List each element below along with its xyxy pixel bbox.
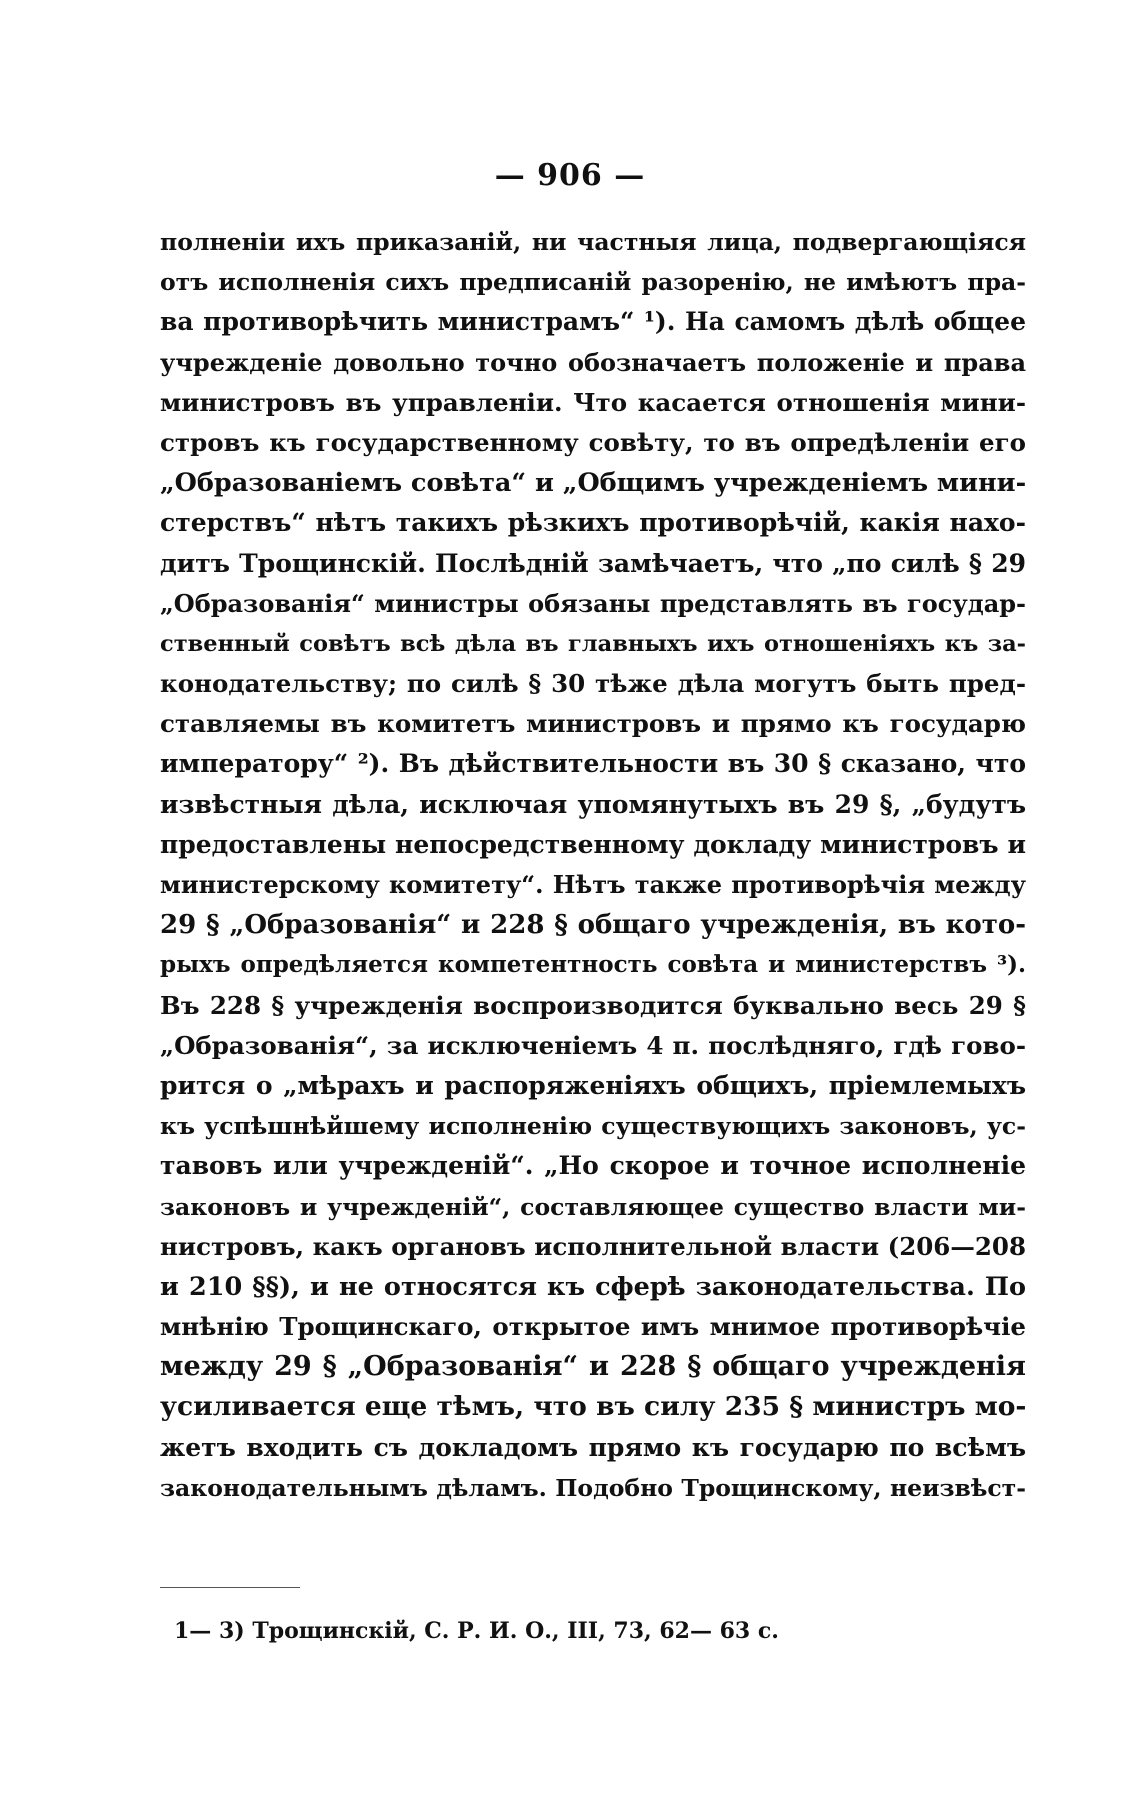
text-line: жетъ входить съ докладомъ прямо къ государю по всѣмъ	[160, 1432, 1026, 1462]
text-line: рится о „мѣрахъ и распоряженіяхъ общихъ, пріемлемыхъ	[160, 1070, 1026, 1100]
text-line: тавовъ или учрежденій“. „Но скорое и точное исполненіе	[160, 1151, 1026, 1181]
text-line: усиливается еще тѣмъ, что въ силу 235 § министръ мо-	[160, 1391, 1027, 1423]
page-number: — 906 —	[494, 158, 646, 193]
text-line: рыхъ опредѣляется компетентность совѣта и министерствъ ³).	[160, 951, 1026, 979]
text-line: учрежденіе довольно точно обозначаетъ положеніе и права	[160, 347, 1026, 377]
text-line: конодательству; по силѣ § 30 тѣже дѣла могутъ быть пред-	[160, 669, 1026, 699]
text-line: стерствъ“ нѣтъ такихъ рѣзкихъ противорѣчій, какія нахо-	[160, 508, 1026, 538]
text-line: 29 § „Образованія“ и 228 § общаго учрежденія, въ кото-	[160, 910, 1026, 941]
text-line: стровъ къ государственному совѣту, то въ опредѣленіи его	[160, 427, 1026, 457]
text-line: нистровъ, какъ органовъ исполнительной власти (206—208	[160, 1231, 1026, 1261]
text-line: ственный совѣтъ всѣ дѣла въ главныхъ ихъ отношеніяхъ къ за-	[160, 630, 1026, 657]
text-line: извѣстныя дѣла, исключая упомянутыхъ въ 29 §, „будутъ	[160, 789, 1026, 819]
text-line: и 210 §§), и не относятся къ сферѣ законодательства. По	[160, 1271, 1026, 1302]
text-line: ва противорѣчить министрамъ“ ¹). На самомъ дѣлѣ общее	[160, 307, 1026, 337]
text-line: дитъ Трощинскій. Послѣдній замѣчаетъ, что „по силѣ § 29	[160, 548, 1026, 578]
text-line: „Образованія“, за исключеніемъ 4 п. послѣдняго, гдѣ гово-	[160, 1030, 1026, 1060]
text-line: министровъ въ управленіи. Что касается отношенія мини-	[160, 387, 1026, 417]
footnote: 1— 3) Трощинскій, С. Р. И. О., III, 73, 62— 63 с.	[174, 1618, 779, 1644]
text-line: ставляемы въ комитетъ министровъ и прямо къ государю	[160, 709, 1026, 739]
text-line: министерскому комитету“. Нѣтъ также противорѣчія между	[160, 870, 1026, 899]
text-line: отъ исполненія сихъ предписаній разоренію, не имѣютъ пра-	[160, 268, 1026, 297]
text-line: „Образованія“ министры обязаны представлять въ государ-	[160, 588, 1026, 618]
footnote-divider	[160, 1587, 300, 1588]
body-text	[160, 222, 1026, 1508]
text-line: законодательнымъ дѣламъ. Подобно Трощинскому, неизвѣст-	[160, 1473, 1026, 1502]
text-line: императору“ ²). Въ дѣйствительности въ 30 § сказано, что	[160, 749, 1026, 779]
text-line: предоставлены непосредственному докладу министровъ и	[160, 829, 1026, 859]
text-line: къ успѣшнѣйшему исполненію существующихъ законовъ, ус-	[160, 1112, 1026, 1141]
text-line: полненіи ихъ приказаній, ни частныя лица, подвергающіяся	[160, 228, 1026, 256]
text-line: между 29 § „Образованія“ и 228 § общаго учрежденія	[160, 1351, 1026, 1383]
text-line: Въ 228 § учрежденія воспроизводится буквально весь 29 §	[160, 990, 1026, 1020]
text-line: „Образованіемъ совѣта“ и „Общимъ учрежденіемъ мини-	[160, 468, 1027, 499]
text-line: законовъ и учрежденій“, составляющее существо власти ми-	[160, 1192, 1026, 1221]
text-line: мнѣнію Трощинскаго, открытое имъ мнимое противорѣчіе	[160, 1312, 1026, 1342]
